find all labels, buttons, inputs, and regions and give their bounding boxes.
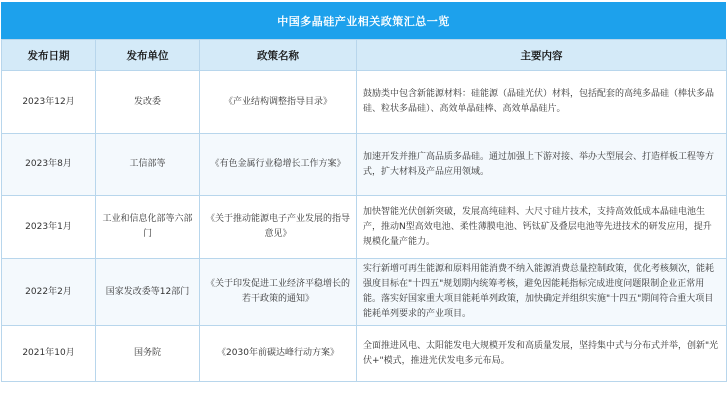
column-header-date: 发布日期 bbox=[2, 40, 96, 71]
column-header-content: 主要内容 bbox=[357, 40, 727, 71]
content-cell: 鼓励类中包含新能源材料：硅能源（晶硅光伏）材料，包括配套的高纯多晶硅（棒状多晶硅、粒状多晶硅）、高效单晶硅棒、高效单晶硅片。 bbox=[357, 71, 727, 134]
policy-name-cell: 《产业结构调整指导目录》 bbox=[200, 71, 357, 134]
issuer-cell: 国务院 bbox=[96, 326, 200, 382]
date-cell: 2023年1月 bbox=[2, 196, 96, 259]
issuer-cell: 工业和信息化部等六部门 bbox=[96, 196, 200, 259]
column-header-policy: 政策名称 bbox=[200, 40, 357, 71]
table-row bbox=[2, 71, 727, 134]
table-row bbox=[2, 259, 727, 326]
table-row bbox=[2, 134, 727, 196]
table-row bbox=[2, 196, 727, 259]
date-cell: 2023年12月 bbox=[2, 71, 96, 134]
policy-name-cell: 《关于推动能源电子产业发展的指导意见》 bbox=[200, 196, 357, 259]
date-cell: 2022年2月 bbox=[2, 259, 96, 326]
issuer-cell: 工信部等 bbox=[96, 134, 200, 196]
policy-table bbox=[1, 39, 727, 382]
content-cell: 全面推进风电、太阳能发电大规模开发和高质量发展，坚持集中式与分布式并举，创新"光伏+"模式，推进光伏发电多元布局。 bbox=[357, 326, 727, 382]
issuer-cell: 国家发改委等12部门 bbox=[96, 259, 200, 326]
issuer-cell: 发改委 bbox=[96, 71, 200, 134]
content-cell: 加快智能光伏创新突破，发展高纯硅料、大尺寸硅片技术，支持高效低成本晶硅电池生产，推动N型高效电池、柔性薄膜电池、钙钛矿及叠层电池等先进技术的研发应用，提升规模化量产能力。 bbox=[357, 196, 727, 259]
date-cell: 2021年10月 bbox=[2, 326, 96, 382]
table-title: 中国多晶硅产业相关政策汇总一览 bbox=[1, 2, 726, 39]
policy-name-cell: 《有色金属行业稳增长工作方案》 bbox=[200, 134, 357, 196]
column-header-issuer: 发布单位 bbox=[96, 40, 200, 71]
policy-name-cell: 《2030年前碳达峰行动方案》 bbox=[200, 326, 357, 382]
policy-name-cell: 《关于印发促进工业经济平稳增长的若干政策的通知》 bbox=[200, 259, 357, 326]
content-cell: 实行新增可再生能源和原料用能消费不纳入能源消费总量控制政策，优化考核频次，能耗强度目标在"十四五"规划期内统筹考核，避免因能耗指标完成进度问题限制企业正常用能。落实好国家重大项目能耗单列政策，加快确定并组织实施"十四五"期间符合重大项目能耗单列要求的产业项目。 bbox=[357, 259, 727, 326]
header-row bbox=[2, 40, 727, 71]
content-cell: 加速开发并推广高品质多晶硅。通过加强上下游对接、举办大型展会、打造样板工程等方式，扩大材料及产品应用领域。 bbox=[357, 134, 727, 196]
table-row bbox=[2, 326, 727, 382]
date-cell: 2023年8月 bbox=[2, 134, 96, 196]
